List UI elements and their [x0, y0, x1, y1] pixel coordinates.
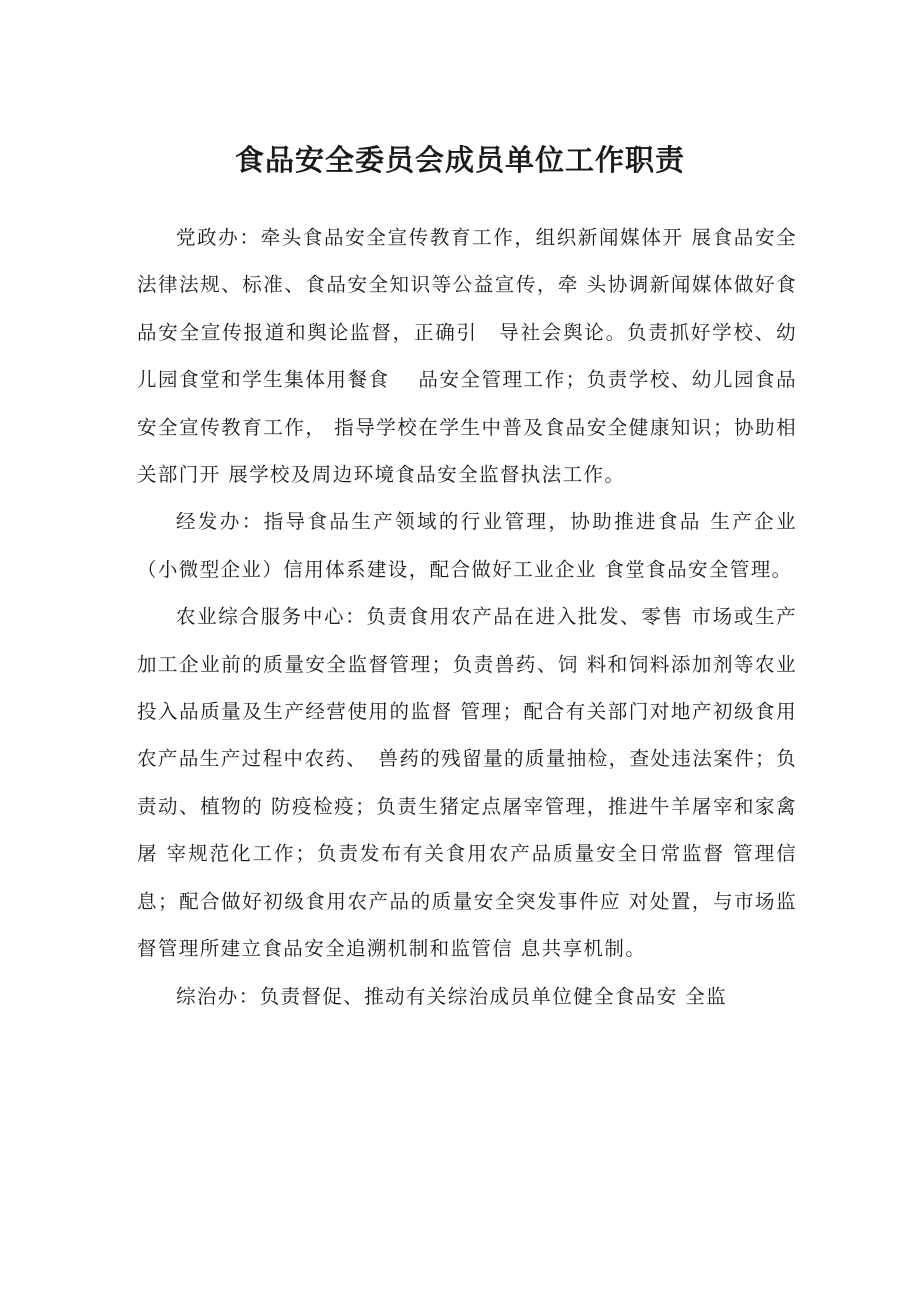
paragraph-comprehensive-office: 综治办：负责督促、推动有关综治成员单位健全食品安 全监 [176, 984, 727, 1008]
paragraph-party-office: 党政办：牵头食品安全宣传教育工作，组织新闻媒体开 展食品安全法律法规、标准、食品安全知识等公益宣传，牵 头协调新闻媒体做好食品安全宣传报道和舆论监督，正确引 导社会舆论。负责抓好学校、幼儿园食堂和学生集体用餐食 品安全管理工作；负责学校、幼儿园食品安全宣传教育工作， 指导学校在学生中普及食品安全健康知识；协助相关部门开 展学校及周边环境食品安全监督执法工作。 [137, 226, 797, 487]
paragraph-agriculture-center: 农业综合服务中心：负责食用农产品在进入批发、零售 市场或生产加工企业前的质量安全监督管理；负责兽药、饲 料和饲料添加剂等农业投入品质量及生产经营使用的监督 管理；配合有关部门对地产初级食用农产品生产过程中农药、 兽药的残留量的质量抽检，查处违法案件；负责动、植物的 防疫检疫；负责生猪定点屠宰管理，推进牛羊屠宰和家禽屠 宰规范化工作；负责发布有关食用农产品质量安全日常监督 管理信息；配合做好初级食用农产品的质量安全突发事件应 对处置，与市场监督管理所建立食品安全追溯机制和监管信 息共享机制。 [137, 605, 797, 961]
paragraph-economic-office: 经发办：指导食品生产领域的行业管理，协助推进食品 生产企业（小微型企业）信用体系建设，配合做好工业企业 食堂食品安全管理。 [137, 510, 797, 581]
document-title: 食品安全委员会成员单位工作职责 [234, 143, 685, 177]
document-body [137, 214, 797, 1020]
